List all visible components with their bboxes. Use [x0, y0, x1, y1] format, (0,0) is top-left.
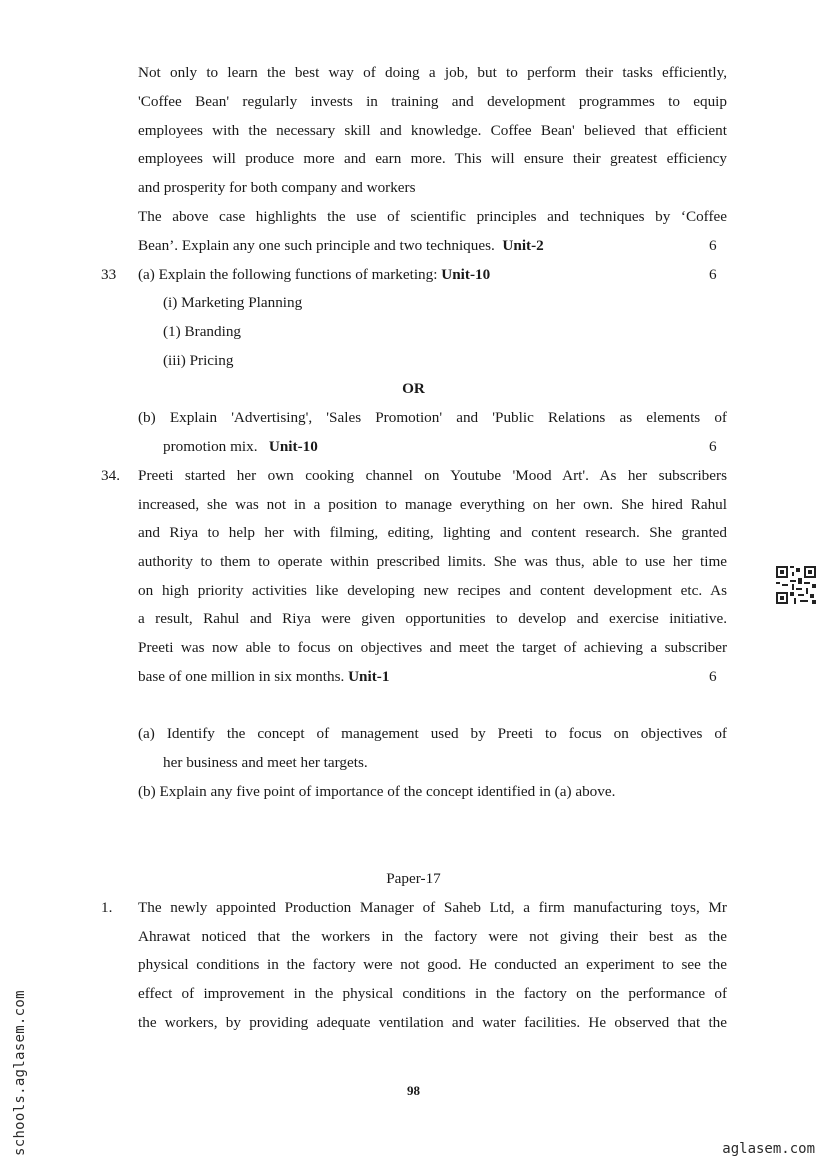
q32-line: 'Coffee Bean' regularly invests in training and development programmes to equip: [138, 93, 727, 110]
q34-last-line: [138, 667, 389, 687]
q33-b-line: (b) Explain 'Advertising', 'Sales Promotion' and 'Public Relations as elements of: [138, 409, 727, 426]
p17-q1-line: the workers, by providing adequate ventilation and water facilities. He observed that the: [138, 1014, 727, 1031]
q33-b-unit: Unit-10: [268, 438, 318, 455]
p17-q1-line: effect of improvement in the physical conditions in the factory on the performance of: [138, 985, 727, 1002]
q33-b-line2: [163, 437, 318, 457]
side-watermark: schools.aglasem.com: [12, 990, 28, 1156]
q34-a-line2: her business and meet her targets.: [163, 754, 368, 771]
q33-a-unit: Unit-10: [441, 266, 491, 283]
q32-last-line: [138, 236, 544, 256]
q33-item: (1) Branding: [163, 323, 242, 340]
qr-code-icon: [776, 566, 816, 604]
q33-number: 33: [101, 266, 117, 283]
q32-last-line-text: Bean’. Explain any one such principle and two techniques.: [138, 237, 495, 254]
q32-marks: 6: [709, 237, 717, 254]
q34-marks: 6: [709, 668, 717, 685]
p17-q1-number: 1.: [101, 899, 113, 916]
q33-item: (i) Marketing Planning: [163, 294, 303, 311]
p17-q1-line: The newly appointed Production Manager of Saheb Ltd, a firm manufacturing toys, Mr: [138, 899, 727, 916]
q33-a-text: (a) Explain the following functions of marketing:: [138, 266, 438, 283]
q32-line: The above case highlights the use of scientific principles and techniques by ‘Coffee: [138, 208, 727, 225]
q33-a-marks: 6: [709, 266, 717, 283]
p17-q1-line: Ahrawat noticed that the workers in the factory were not giving their best as the: [138, 928, 727, 945]
q34-line: Preeti started her own cooking channel on Youtube 'Mood Art'. As her subscribers: [138, 467, 727, 484]
q34-line: a result, Rahul and Riya were given opportunities to develop and exercise initiative.: [138, 610, 727, 627]
q34-line: increased, she was not in a position to manage everything on her own. She hired Rahul: [138, 496, 727, 513]
q32-line: employees with the necessary skill and knowledge. Coffee Bean' believed that efficient: [138, 122, 727, 139]
q33-b-text: promotion mix.: [163, 438, 258, 455]
page-number: 98: [407, 1083, 420, 1098]
q33-b-marks: 6: [709, 438, 717, 455]
q34-line: authority to them to operate within prescribed limits. She was thus, able to use her time: [138, 553, 727, 570]
q33-a-line: [138, 265, 490, 285]
q34-a-line: (a) Identify the concept of management used by Preeti to focus on objectives of: [138, 725, 727, 742]
p17-q1-line: physical conditions in the factory were not good. He conducted an experiment to see the: [138, 956, 727, 973]
q34-number: 34.: [101, 467, 120, 484]
q32-unit: Unit-2: [502, 237, 544, 254]
q34-last-line-text: base of one million in six months.: [138, 668, 345, 685]
q32-line: and prosperity for both company and workers: [138, 179, 416, 196]
q34-line: and Riya to help her with filming, editing, lighting and content research. She granted: [138, 524, 727, 541]
footer-watermark: aglasem.com: [722, 1141, 815, 1157]
q33-item: (iii) Pricing: [163, 352, 234, 369]
q34-line: on high priority activities like developing new recipes and content development etc. As: [138, 582, 727, 599]
q34-line: Preeti was now able to focus on objectives and meet the target of achieving a subscriber: [138, 639, 727, 656]
paper-heading: Paper-17: [386, 870, 441, 887]
q33-or: OR: [402, 380, 425, 397]
q32-line: Not only to learn the best way of doing a job, but to perform their tasks efficiently,: [138, 64, 727, 81]
q32-line: employees will produce more and earn more. This will ensure their greatest efficiency: [138, 150, 727, 167]
q34-unit: Unit-1: [348, 668, 390, 685]
q34-b-line: (b) Explain any five point of importance of the concept identified in (a) above.: [138, 783, 616, 800]
